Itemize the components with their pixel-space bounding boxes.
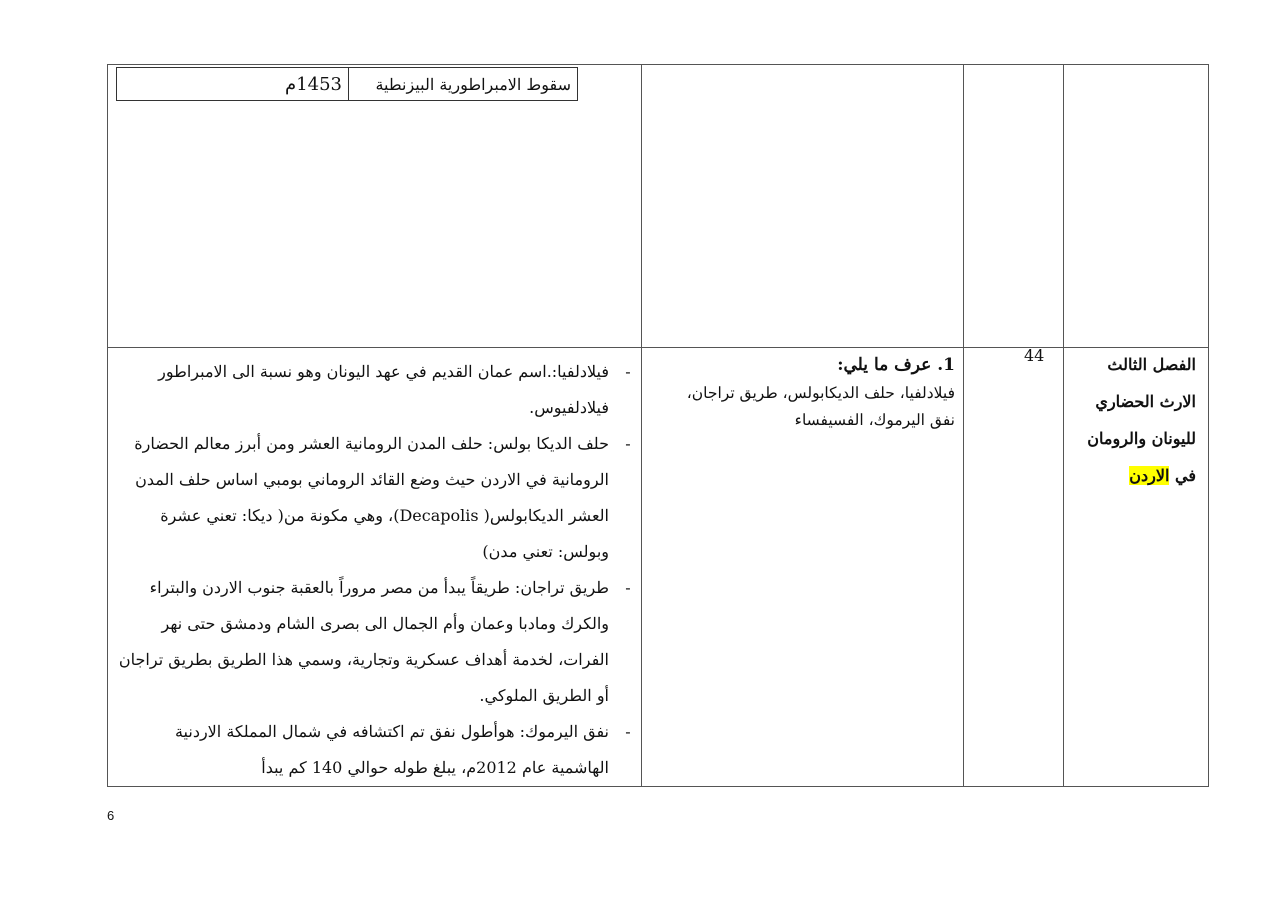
question-cell-empty xyxy=(642,65,964,348)
chapter-line: الفصل الثالث xyxy=(1107,355,1196,374)
answer-text: نفق اليرموك: هوأطول نفق تم اكتشافه في شمال المملكة الاردنية الهاشمية عام 2012م، يبلغ طوله حوالي 140 كم يبدأ xyxy=(174,722,609,777)
question-block xyxy=(642,350,963,434)
question-terms: فيلادلفيا، حلف الديكابولس، طريق تراجان، xyxy=(686,384,955,402)
chapter-line: الارث الحضاري xyxy=(1095,392,1196,411)
page-range-cell xyxy=(964,348,1064,787)
lesson-plan-table xyxy=(107,64,1209,787)
answer-text: حلف الديكا بولس: حلف المدن الرومانية العشر ومن أبرز معالم الحضارة الرومانية في الاردن حيث وضع القائد الروماني بومبي اساس حلف المدن العشر الديكابولس( Decapolis)، وهي مكونة من( ديكا: تعني عشرة وبولس: تعني مدن) xyxy=(134,434,609,561)
list-item xyxy=(116,354,631,426)
bullet-dash: - xyxy=(625,722,631,741)
bullet-dash: - xyxy=(625,578,631,597)
timeline-year: 1453م xyxy=(117,68,349,101)
page-range: 44 xyxy=(1024,346,1045,365)
question-terms: نفق اليرموك، الفسيفساء xyxy=(794,411,955,429)
answer-cell xyxy=(108,348,642,787)
chapter-title xyxy=(1064,346,1208,494)
table-row xyxy=(108,65,1209,348)
table-row xyxy=(108,348,1209,787)
chapter-line: لليونان والرومان xyxy=(1087,429,1196,448)
page-cell-empty xyxy=(964,65,1064,348)
timeline-event: سقوط الامبراطورية البيزنطية xyxy=(349,68,578,101)
list-item xyxy=(116,714,631,786)
bullet-dash: - xyxy=(625,434,631,453)
question-cell xyxy=(642,348,964,787)
chapter-line xyxy=(1064,457,1196,494)
bullet-dash: - xyxy=(625,362,631,381)
question-title: 1. عرف ما يلي: xyxy=(837,355,955,375)
answer-text: فيلادلفيا:.اسم عمان القديم في عهد اليونان وهو نسبة الى الامبراطور فيلادلفيوس. xyxy=(158,362,609,417)
table-row xyxy=(117,68,578,101)
answer-cell-top xyxy=(108,65,642,348)
answer-list xyxy=(108,348,641,786)
chapter-cell xyxy=(1064,348,1209,787)
timeline-table xyxy=(116,67,578,101)
answer-text: طريق تراجان: طريقاً يبدأ من مصر مروراً بالعقبة جنوب الاردن والبتراء والكرك ومادبا وعمان وأم الجمال الى بصرى الشام ودمشق حتى نهر الفرات، لخدمة أهداف عسكرية وتجارية، وسمي هذا الطريق بطريق تراجان أو الطريق الملوكي. xyxy=(118,578,609,705)
list-item xyxy=(116,426,631,570)
list-item xyxy=(116,570,631,714)
chapter-line-prefix: في xyxy=(1169,466,1196,485)
highlighted-word: الاردن xyxy=(1129,466,1170,485)
page-number: 6 xyxy=(107,808,115,823)
chapter-cell-empty xyxy=(1064,65,1209,348)
